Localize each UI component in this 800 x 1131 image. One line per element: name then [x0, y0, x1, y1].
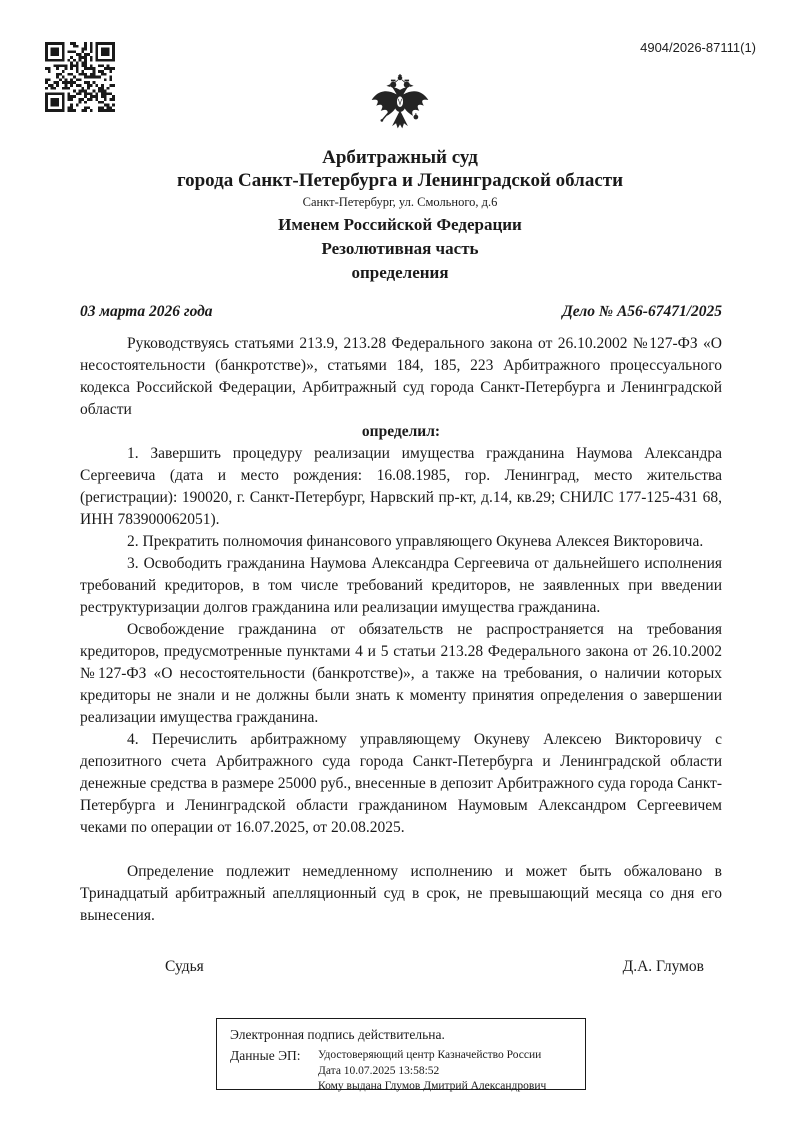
decision-date: 03 марта 2026 года — [80, 303, 213, 320]
qr-code-icon — [45, 42, 115, 112]
signature-row — [0, 956, 800, 978]
document-body — [0, 333, 800, 927]
resolution-word: определил: — [361, 423, 441, 440]
preamble-paragraph: Руководствуясь статьями 213.9, 213.28 Федерального закона от 26.10.2002 №127-ФЗ «О несостоятельности (банкротстве)», статьями 184, 185, 223 Арбитражного процессуального кодекса Российской Федерации, Арбитражный суд города Санкт-Петербурга и Ленинградской области — [80, 335, 722, 418]
doc-kind-line2: определения — [351, 263, 449, 282]
case-number: Дело № А56-67471/2025 — [562, 303, 722, 320]
meta-row — [0, 303, 800, 321]
in-name-of-line: Именем Российской Федерации — [278, 215, 522, 234]
stamp-date: Дата 10.07.2025 13:58:52 — [318, 1064, 440, 1077]
judge-name: Д.А. Глумов — [622, 958, 704, 975]
stamp-data-label: Данные ЭП: — [230, 1048, 301, 1063]
appeal-note-paragraph: Определение подлежит немедленному исполнению и может быть обжаловано в Тринадцатый арбитражный апелляционный суд в срок, не превышающий месяца со дня его вынесения. — [80, 863, 722, 924]
resolution-item-4: 4. Перечислить арбитражному управляющему Окуневу Алексею Викторовичу с депозитного счета Арбитражного суда города Санкт-Петербурга и Ленинградской области денежные средства в размере 25000 руб., внесенные в депозит Арбитражного суда города Санкт-Петербурга и Ленинградской области гражданином Наумовым Александром Сергеевичем чеками по операции от 16.07.2025, от 20.08.2025. — [80, 731, 722, 836]
stamp-details — [318, 1047, 546, 1095]
court-address: Санкт-Петербург, ул. Смольного, д.6 — [302, 195, 498, 209]
document-header — [0, 146, 800, 285]
resolution-item-3: 3. Освободить гражданина Наумова Александра Сергеевича от дальнейшего исполнения требований кредиторов, в том числе требований кредиторов, не заявленных при введении реструктуризации долгов гражданина или реализации имущества гражданина. — [80, 555, 722, 616]
doc-registration-number: 4904/2026-87111(1) — [640, 40, 756, 55]
court-name-line1: Арбитражный суд — [322, 147, 478, 168]
resolution-item-1: 1. Завершить процедуру реализации имущества гражданина Наумова Александра Сергеевича (дата и место рождения: 16.08.1985, гор. Ленинград, место жительства (регистрации): 190020, г. Санкт-Петербург, Нарвский пр-кт, д.14, кв.29; СНИЛС 177-125-431 68, ИНН 783900062051). — [80, 445, 722, 528]
court-name-line2: города Санкт-Петербурга и Ленинградской области — [176, 170, 624, 191]
stamp-certifying-center: Удостоверяющий центр Казначейство России — [318, 1049, 542, 1061]
judge-role-label: Судья — [165, 958, 204, 975]
resolution-item-2: 2. Прекратить полномочия финансового управляющего Окунева Алексея Викторовича. — [127, 533, 704, 550]
doc-kind-line1: Резолютивная часть — [321, 239, 479, 258]
electronic-signature-stamp — [216, 1018, 586, 1090]
stamp-issued-to: Кому выдана Глумов Дмитрий Александрович — [318, 1080, 547, 1092]
russian-coat-of-arms-icon — [366, 64, 434, 144]
paragraph-gap — [80, 839, 722, 861]
exemption-note-paragraph: Освобождение гражданина от обязательств не распространяется на требования кредиторов, предусмотренные пунктами 4 и 5 статьи 213.28 Федерального закона от 26.10.2002 №127-ФЗ «О несостоятельности (банкротстве)», а также на требования, о наличии которых кредиторы не знали и не должны были знать к моменту принятия определения о завершении реализации имущества гражданина. — [80, 621, 722, 726]
stamp-valid-line: Электронная подпись действительна. — [230, 1027, 445, 1042]
